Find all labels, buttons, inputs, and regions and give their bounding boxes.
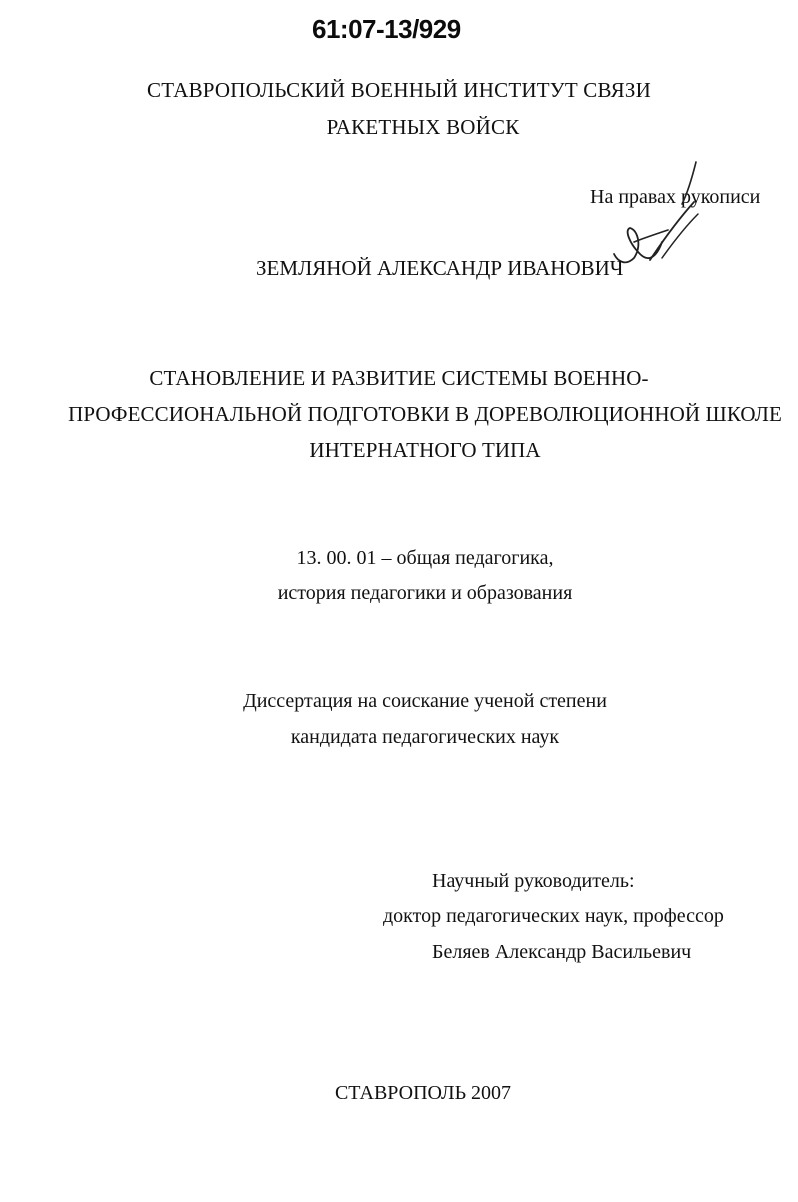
- author-name: ЗЕМЛЯНОЙ АЛЕКСАНДР ИВАНОВИЧ: [256, 256, 624, 280]
- manuscript-rights-note: На правах рукописи: [590, 186, 761, 208]
- degree-line-1: Диссертация на соискание ученой степени: [243, 690, 607, 712]
- institution-line-1: СТАВРОПОЛЬСКИЙ ВОЕННЫЙ ИНСТИТУТ СВЯЗИ: [147, 78, 651, 102]
- title-line-3: ИНТЕРНАТНОГО ТИПА: [309, 438, 541, 462]
- supervisor-name: Беляев Александр Васильевич: [432, 941, 692, 963]
- city-year: СТАВРОПОЛЬ 2007: [334, 1082, 512, 1104]
- supervisor-label: Научный руководитель:: [432, 870, 635, 892]
- supervisor-degree: доктор педагогических наук, профессор: [383, 905, 724, 927]
- title-line-1: СТАНОВЛЕНИЕ И РАЗВИТИЕ СИСТЕМЫ ВОЕННО-: [149, 366, 649, 390]
- institution-line-2: РАКЕТНЫХ ВОЙСК: [326, 115, 520, 139]
- specialty-code-line: 13. 00. 01 – общая педагогика,: [296, 547, 554, 569]
- degree-line-2: кандидата педагогических наук: [290, 726, 560, 748]
- title-line-2: ПРОФЕССИОНАЛЬНОЙ ПОДГОТОВКИ В ДОРЕВОЛЮЦИОННОЙ ШКОЛЕ: [68, 402, 782, 426]
- specialty-name-line: история педагогики и образования: [277, 582, 573, 604]
- archive-stamp-number: 61:07-13/929: [312, 14, 461, 44]
